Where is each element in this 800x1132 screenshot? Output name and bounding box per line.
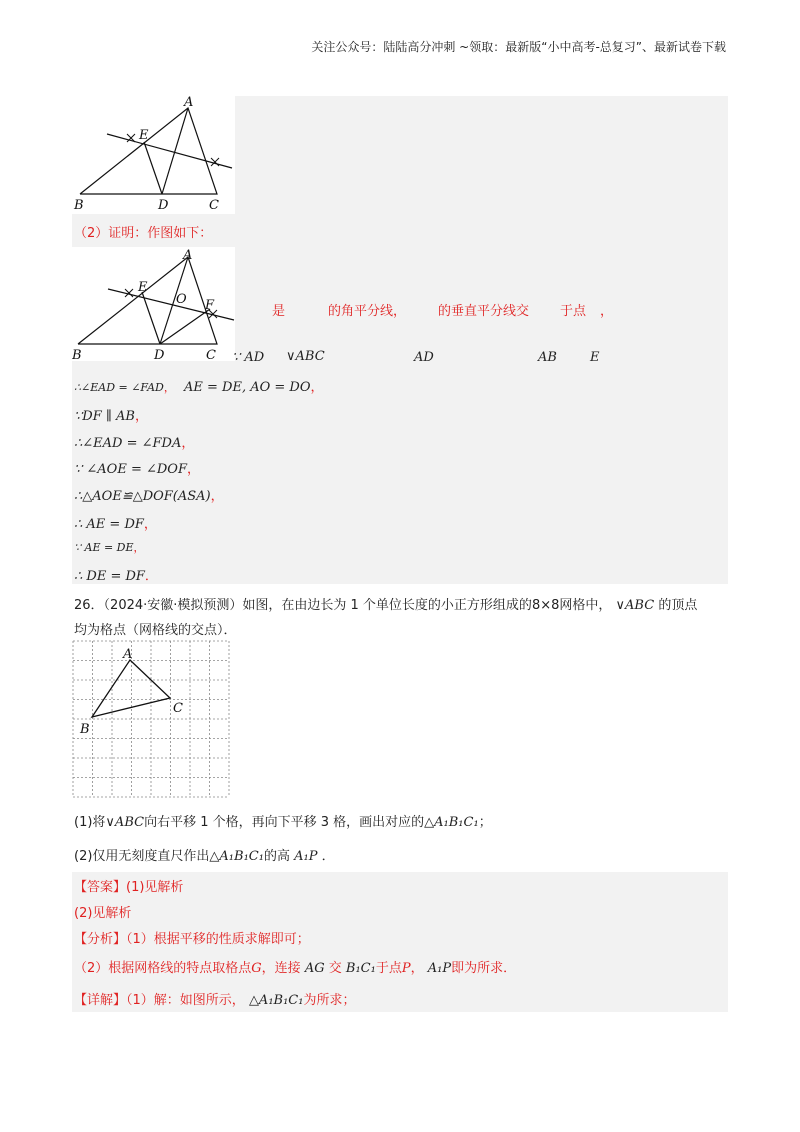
- explain-red-4: 于点: [560, 304, 587, 319]
- fig1-label-c: C: [209, 198, 219, 213]
- fig1-label-b: B: [74, 198, 84, 213]
- fig2-label-b: B: [72, 348, 82, 361]
- grid-label-b: B: [80, 722, 90, 737]
- subquestion-2: (2)仅用无刻度直尺作出△A₁B₁C₁的高 A₁P ．: [74, 849, 335, 864]
- explain-red-2: 的角平分线，: [328, 304, 407, 319]
- fig1-label-e: E: [139, 128, 149, 143]
- fig2-label-o: O: [176, 292, 187, 307]
- triangle-abc: [92, 660, 170, 717]
- fig2-label-f: F: [205, 298, 215, 313]
- fig2-label-a: A: [183, 248, 193, 263]
- fig2-label-e: E: [138, 280, 148, 295]
- question-number: 26: [74, 598, 91, 613]
- proof-line-8: ∵ AE = DE，: [74, 541, 145, 554]
- fig2-label-c: C: [206, 348, 216, 361]
- explain-math-1: ∵ AD: [232, 350, 265, 365]
- proof-line-7: ∴ AE = DF，: [74, 517, 157, 532]
- analysis-line-1: 【分析】（1）根据平移的性质求解即可；: [74, 932, 310, 947]
- analysis-line-2: （2）根据网格线的特点取格点G，连接 AG 交 B₁C₁于点P， A₁P即为所求．: [74, 961, 517, 976]
- subquestion-1: (1)将∨ABC向右平移 1 个格，再向下平移 3 格，画出对应的△A₁B₁C₁；: [74, 815, 492, 830]
- explain-red-1: 是: [272, 304, 286, 319]
- explain-red-5: ，: [600, 304, 614, 319]
- proof-line-2: AE = DE, AO = DO，: [184, 380, 324, 395]
- proof-line-1: ∴∠EAD = ∠FAD，: [74, 381, 175, 394]
- page-header: 关注公众号：陆陆高分冲刺 ~领取：最新版“小中高考-总复习”、最新试卷下载: [311, 40, 726, 54]
- proof-part-label: （2）证明：作图如下：: [74, 226, 213, 241]
- question-line-2: 均为格点（网格线的交点）．: [74, 623, 237, 638]
- proof-line-4: ∴∠EAD = ∠FDA，: [74, 436, 195, 451]
- question-line-1: 26．（2024·安徽·模拟预测）如图，在由边长为 1 个单位长度的小正方形组成的8×8网格中， ∨ABC 的顶点: [74, 598, 698, 613]
- figure-triangle-2: [72, 247, 235, 361]
- fig1-label-d: D: [158, 198, 169, 213]
- proof-line-6: ∴△AOE≌△DOF(ASA)，: [74, 489, 224, 504]
- explain-math-3: AD: [414, 350, 434, 365]
- answer-line-1: 【答案】(1)见解析: [74, 880, 184, 895]
- fig2-label-d: D: [154, 348, 165, 361]
- proof-line-5: ∵ ∠AOE = ∠DOF，: [74, 462, 200, 477]
- grid-label-a: A: [123, 647, 133, 662]
- explain-math-4: AB: [538, 350, 557, 365]
- fig1-label-a: A: [184, 96, 194, 110]
- explain-math-5: E: [590, 350, 600, 365]
- figure-triangle-1: [72, 96, 235, 214]
- grid-label-c: C: [173, 701, 183, 716]
- proof-line-9: ∴ DE = DF．: [74, 569, 158, 584]
- grid-figure: [72, 640, 234, 802]
- explain-red-3: 的垂直平分线交: [438, 304, 530, 319]
- detail-line-1: 【详解】（1）解：如图所示， △A₁B₁C₁为所求；: [74, 993, 356, 1008]
- proof-line-3: ∵DF ∥ AB，: [74, 409, 148, 424]
- answer-line-2: (2)见解析: [74, 906, 132, 921]
- explain-math-2: ∨ABC: [286, 349, 325, 364]
